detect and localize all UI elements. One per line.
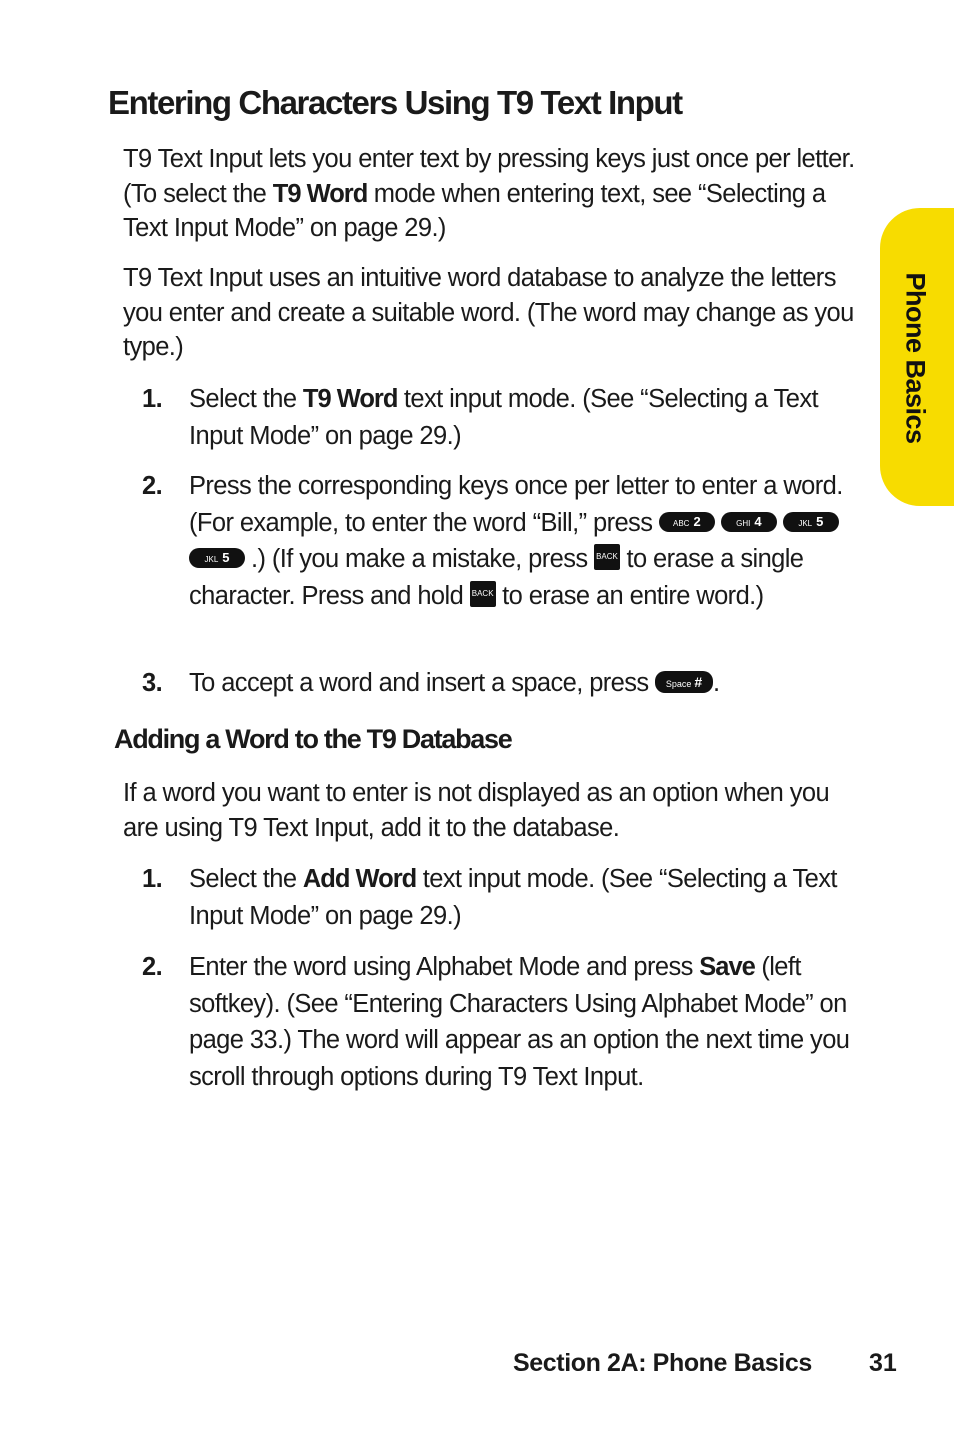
footer-section-label: Section 2A: Phone Basics bbox=[513, 1349, 812, 1377]
database-paragraph: If a word you want to enter is not displayed as an option when you are using T9 Text Input, add it to the database. bbox=[123, 779, 830, 842]
key-4-ghi-icon: GHI 4 bbox=[721, 512, 777, 532]
step-text-b: text input mode. (See “Selecting a Text Input Mode” on page 29.) bbox=[189, 865, 837, 930]
step-text bbox=[189, 665, 864, 702]
step-number: 3. bbox=[142, 669, 163, 697]
step-text-a: Select the bbox=[189, 865, 303, 893]
page-number: 31 bbox=[869, 1349, 897, 1377]
side-tab-label: Phone Basics bbox=[900, 272, 931, 444]
step-text-b: .) (If you make a mistake, press bbox=[251, 545, 594, 573]
intro-text-1a: T9 Text Input lets you enter text by pressing keys just once per letter. (To select the bbox=[123, 145, 855, 208]
key-5-jkl-icon: JKL 5 bbox=[783, 512, 839, 532]
step-text bbox=[189, 861, 864, 934]
intro-paragraph-1 bbox=[123, 142, 863, 246]
space-key-icon: Space # bbox=[655, 671, 713, 693]
intro-text-1b: mode when entering text, see “Selecting a Text Input Mode” on page 29.) bbox=[123, 179, 826, 242]
step-text bbox=[189, 468, 864, 614]
step-text-b: text input mode. (See “Selecting a Text Input Mode” on page 29.) bbox=[189, 385, 819, 450]
step-text-a: To accept a word and insert a space, press bbox=[189, 669, 656, 697]
key-2-abc-icon: ABC 2 bbox=[659, 512, 715, 532]
step-text-c: to erase a single character. Press and hold bbox=[189, 545, 804, 610]
intro-paragraph-2: T9 Text Input uses an intuitive word database to analyze the letters you enter and create a suitable word. (The word may change as you type.) bbox=[123, 264, 854, 361]
step-number: 2. bbox=[142, 472, 163, 500]
step-text-a: Press the corresponding keys once per letter to enter a word. (For example, to enter the word “Bill,” press bbox=[189, 472, 843, 537]
step-number: 1. bbox=[142, 865, 163, 893]
add-word-term: Add Word bbox=[302, 865, 417, 893]
step-text-b: . bbox=[713, 669, 720, 697]
step-number: 1. bbox=[142, 385, 163, 413]
section-subheading: Adding a Word to the T9 Database bbox=[114, 724, 512, 754]
page-title: Entering Characters Using T9 Text Input bbox=[108, 84, 682, 121]
step-number: 2. bbox=[142, 953, 163, 981]
t9-word-term: T9 Word bbox=[302, 385, 398, 413]
save-term: Save bbox=[699, 953, 755, 981]
key-5-jkl-icon: JKL 5 bbox=[189, 548, 245, 568]
step-text bbox=[189, 949, 864, 1095]
t9-word-term: T9 Word bbox=[272, 179, 368, 208]
back-key-icon: BACK bbox=[470, 581, 496, 607]
step-text-d: to erase an entire word.) bbox=[495, 581, 764, 610]
step-text-a: Enter the word using Alphabet Mode and press bbox=[189, 953, 700, 981]
step-text-b: (left softkey). (See “Entering Characters Using Alphabet Mode” on page 33.) The word will appear as an option the next time you scroll through options during T9 Text Input. bbox=[189, 953, 850, 1091]
back-key-icon: BACK bbox=[594, 544, 620, 570]
step-text bbox=[189, 381, 864, 454]
step-text-a: Select the bbox=[189, 385, 303, 413]
